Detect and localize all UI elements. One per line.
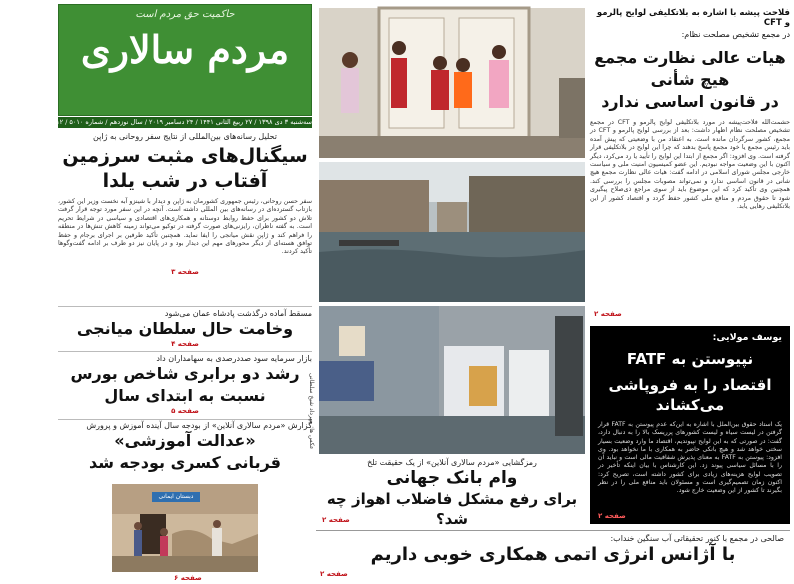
story-fatf-body: یک استاد حقوق بین‌الملل با اشاره به این‌که عدم پیوستن به FATF قرار گرفتن در لیست سیاه و لیست کشورهای پرریسک بالا را به دنبال دارد، گفت: در صورتی که به این لوایح نپیوندیم، اقتصاد ما وارد وضعیت بسیار سختی خواهد شد و هیچ بانکی حاضر به همکاری با ما نخواهد بود. وی افزود: پیوستن به FATF به معنای پذیرش شفافیت مالی است و نباید آن را با مسائل سیاسی پیوند زد. این کارشناس با بیان اینکه تأخیر در تصویب لوایح هزینه‌های زیادی برای کشور داشته است، تصریح کرد: اکنون زمان تصمیم‌گیری است و مسئولان باید منافع ملی را در نظر بگیرند تا کشور از این وضعیت خارج شود. — [598, 421, 782, 495]
story-oman[interactable] — [58, 309, 312, 348]
story-atomic-headline[interactable]: با آژانس انرژی اتمی همکاری خوبی داریم — [370, 544, 736, 565]
story-worldbank-kicker: رمزگشایی «مردم سالاری آنلاین» از یک حقیقت تلخ — [367, 458, 537, 467]
story-fatf-headline-line2[interactable]: اقتصاد را به فروپاشی می‌کشاند — [608, 376, 772, 414]
divider — [58, 351, 312, 352]
story-fatf-pageref[interactable]: صفحه ۲ — [598, 512, 626, 520]
story-oman-kicker: مسقط آماده درگذشت پادشاه عمان می‌شود — [164, 309, 312, 318]
story-bourse-headline-line1[interactable]: رشد دو برابری شاخص بورس — [70, 364, 300, 383]
story-worldbank-pageref[interactable]: صفحه ۲ — [322, 516, 350, 524]
photo-flooded-street — [319, 162, 585, 302]
story-japan-kicker: تحلیل رسانه‌های بین‌المللی از نتایج سفر روحانی به ژاپن — [93, 132, 277, 141]
story-japan[interactable] — [58, 132, 312, 276]
school-photo — [112, 484, 258, 572]
story-fatf[interactable] — [590, 326, 790, 524]
story-supervision-headline-line3[interactable]: در قانون اساسی ندارد — [601, 92, 779, 111]
masthead-slogan: حاکمیت حق مردم است — [135, 9, 235, 20]
story-supervision-body: حشمت‌الله فلاحت‌پیشه در مورد بلاتکلیفی لوایح پالرمو و CFT در مجمع تشخیص مصلحت نظام اظهار داشت: بعد از بررسی لوایح پالرمو و CFT در مجمع، کشور سرگردان مانده است. به اعتقاد من با وضعیتی که پیش آمده باید رئیس مجمع یا خود مجمع پاسخ بدهند که چرا این لوایح در بلاتکلیفی قرار گرفته است. وی افزود: اگر مجمع از ابتدا این لوایح را تأیید یا رد می‌کرد، دیگر اکنون با این وضعیت مواجه نبودیم. این عضو کمیسیون امنیت ملی و سیاست خارجی مجلس شورای اسلامی در ادامه گفت: هیات عالی نظارت مجمع هیچ شأنی در قانون اساسی ندارد و نمی‌تواند مصوبات مجلس را بررسی کند. همچنین وی تأکید کرد که این موضوع باید از سوی مراجع ذی‌صلاح پیگیری شود تا حقوق مردم و منافع ملی کشور حفظ گردد و اقتصاد کشور از این بلاتکلیفی رهایی یابد. — [590, 119, 790, 211]
divider — [58, 306, 312, 307]
story-oman-pageref[interactable]: صفحه ۴ — [171, 340, 199, 348]
story-atomic-kicker: صالحی در مجمع با کنور تحقیقاتی آب سنگین خنداب: — [610, 534, 784, 543]
story-worldbank-headline-line2[interactable]: برای رفع مشکل فاضلاب اهواز چه شد؟ — [326, 490, 578, 528]
story-supervision[interactable] — [590, 8, 790, 295]
story-worldbank-headline-line1[interactable]: وام بانک جهانی — [386, 468, 518, 488]
story-japan-pageref[interactable]: صفحه ۳ — [171, 268, 199, 276]
masthead — [58, 4, 312, 116]
story-oman-headline[interactable]: وخامت حال سلطان میانجی — [76, 319, 294, 338]
story-education[interactable] — [58, 421, 312, 474]
story-japan-body: سفر حسن روحانی، رئیس جمهوری کشورمان به ژاپن و دیدار با شینزو آبه نخست وزیر این کشور، بازتاب گسترده‌ای در رسانه‌های بین المللی داشته است. آنچه در این سفر مورد توجه قرار گرفت تلاش دو کشور برای حفظ روابط دوستانه و همکاری‌های اقتصادی و سیاسی در شرایط تحریم است. به گفته ناظران، رایزنی‌های صورت گرفته در توکیو می‌تواند زمینه کاهش تنش‌ها در منطقه را فراهم کند و ژاپن نقش میانجی را ایفا نماید. همچنین تأکید طرفین بر اجرای برجام و حفظ توافق هسته‌ای از دیگر محورهای مهم این دیدار بود و در پایان نیز دو طرف بر ادامه گفت‌وگوها تأکید کردند. — [58, 198, 312, 256]
photo-room-art — [319, 306, 585, 454]
story-worldbank[interactable] — [319, 458, 585, 529]
dateline: سه‌شنبه ۳ دی ۱۳۹۸ / ۲۷ ربیع الثانی ۱۴۴۱ / ۲۴ دسامبر ۲۰۱۹ / سال نوزدهم / شماره ۵۰۱۰ / ۱۲ صفحه / ۲۰۰۰ تومان — [0, 118, 312, 126]
story-education-headline-line2[interactable]: قربانی کسری بودجه شد — [88, 453, 281, 472]
story-supervision-sub: در مجمع تشخیص مصلحت نظام: — [681, 30, 790, 39]
story-bourse[interactable] — [58, 354, 312, 415]
story-fatf-headline-line1[interactable]: نپیوستن به FATF — [626, 350, 754, 368]
photo-flooded-room — [319, 306, 585, 454]
story-education-kicker: گزارش «مردم سالاری آنلاین» از بودجه سال آینده آموزش و پرورش — [86, 421, 312, 430]
story-bourse-pageref[interactable]: صفحه ۵ — [171, 407, 199, 415]
story-supervision-headline-line2[interactable]: هیچ شأنی — [650, 70, 730, 89]
story-education-pageref[interactable]: صفحه ۶ — [174, 574, 202, 582]
photo-flood-art — [319, 162, 585, 302]
divider — [58, 419, 312, 420]
photo-credit: عکس ها: مهرداد شیخ سلطانی — [308, 373, 315, 450]
story-supervision-kicker: فلاحت پیشه با اشاره به بلاتکلیفی لوایح پالرمو و CFT — [596, 8, 790, 28]
photo-kids-art — [319, 8, 585, 158]
story-atomic-pageref[interactable]: صفحه ۲ — [320, 570, 348, 578]
story-supervision-headline-line1[interactable]: هیات عالی نظارت مجمع — [594, 48, 786, 67]
story-atomic-agency[interactable] — [316, 530, 790, 580]
story-japan-headline-line2[interactable]: آفتاب در شب یلدا — [102, 170, 268, 192]
story-bourse-kicker: بازار سرمایه سود صددرصدی به سهامداران داد — [156, 354, 312, 363]
story-supervision-pageref[interactable]: صفحه ۲ — [594, 310, 622, 318]
story-japan-headline-line1[interactable]: سیگنال‌های مثبت سرزمین — [62, 145, 308, 167]
story-fatf-sub: یوسف مولایی: — [712, 332, 782, 343]
story-bourse-headline-line2[interactable]: نسبت به ابتدای سال — [104, 386, 266, 405]
newspaper-logo: مردم سالاری — [80, 27, 290, 72]
story-education-headline-line1[interactable]: «عدالت آموزشی» — [114, 431, 256, 450]
photo-kids-at-door — [319, 8, 585, 158]
school-sign: دبستان ایمانی — [158, 493, 194, 500]
